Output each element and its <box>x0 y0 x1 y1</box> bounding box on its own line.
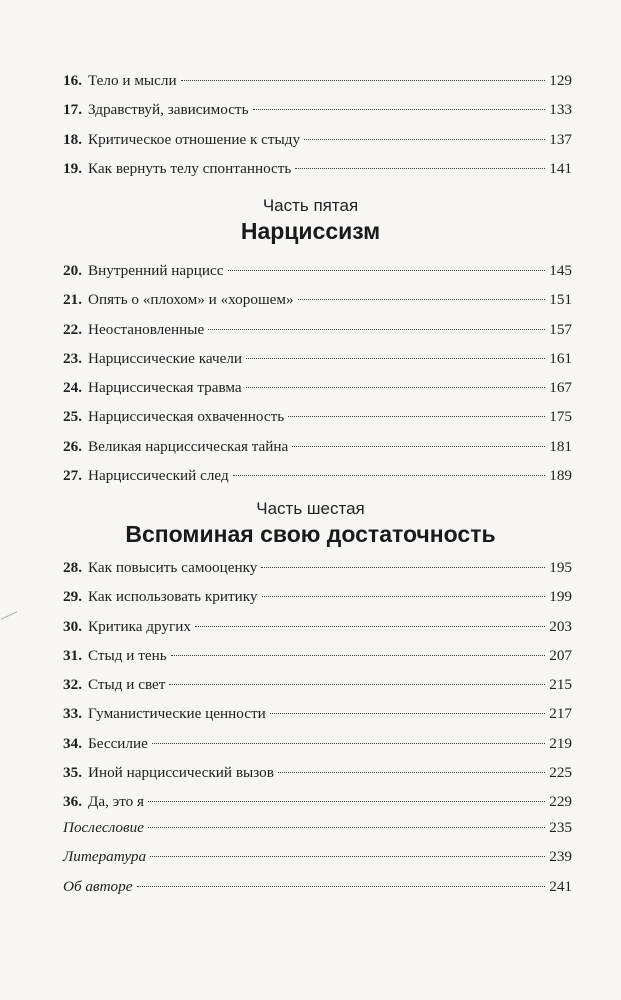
entry-page: 157 <box>549 320 572 338</box>
dot-leader <box>150 856 545 857</box>
toc-entry-literature <box>63 842 572 871</box>
entry-title: Об авторе <box>63 877 133 895</box>
entry-title: Послесловие <box>63 819 144 836</box>
toc-entry <box>63 670 572 699</box>
entry-page: 145 <box>549 262 572 279</box>
entry-number: 32. <box>63 676 82 694</box>
entry-title: Внутренний нарцисс <box>87 262 224 279</box>
entry-page: 219 <box>549 734 572 752</box>
toc-entry <box>63 256 572 285</box>
toc-entry <box>63 95 572 124</box>
entry-page: 175 <box>549 408 572 426</box>
entry-number: 34. <box>63 734 82 752</box>
entry-number: 25. <box>63 408 82 426</box>
dot-leader <box>270 713 545 714</box>
part6-heading <box>0 499 621 548</box>
entry-title: Критика других <box>87 617 191 635</box>
entry-number: 29. <box>63 588 82 606</box>
toc-part6-list <box>63 553 572 817</box>
dot-leader <box>288 416 545 417</box>
entry-number: 23. <box>63 349 82 367</box>
entry-page: 195 <box>549 559 572 576</box>
entry-title: Как повысить самооценку <box>87 559 258 576</box>
toc-entry <box>63 315 572 344</box>
entry-number: 22. <box>63 320 82 338</box>
entry-title: Иной нарциссический вызов <box>87 764 274 782</box>
entry-title: Великая нарциссическая тайна <box>87 437 289 455</box>
toc-entry-afterword <box>63 813 572 842</box>
dot-leader <box>148 801 545 802</box>
entry-title: Гуманистические ценности <box>87 705 266 723</box>
toc-entry <box>63 402 572 431</box>
toc-entry <box>63 125 572 154</box>
entry-number: 27. <box>63 467 82 485</box>
entry-page: 235 <box>549 819 572 836</box>
entry-title: Неостановленные <box>87 320 205 338</box>
entry-page: 217 <box>549 705 572 723</box>
entry-title: Да, это я <box>87 793 145 811</box>
entry-number: 36. <box>63 793 82 811</box>
toc-part5-list <box>63 256 572 490</box>
dot-leader <box>148 827 545 828</box>
entry-number: 18. <box>63 130 82 148</box>
entry-page: 225 <box>549 764 572 782</box>
toc-part4-list <box>63 66 572 183</box>
dot-leader <box>208 329 545 330</box>
dot-leader <box>171 655 546 656</box>
dot-leader <box>169 684 545 685</box>
entry-title: Тело и мысли <box>87 72 177 89</box>
dot-leader <box>304 139 545 140</box>
entry-page: 229 <box>549 793 572 811</box>
entry-page: 203 <box>549 617 572 635</box>
toc-entry <box>63 729 572 758</box>
entry-title: Нарциссическая охваченность <box>87 408 285 426</box>
entry-number: 26. <box>63 437 82 455</box>
toc-entry <box>63 66 572 95</box>
entry-page: 129 <box>549 72 572 89</box>
entry-title: Критическое отношение к стыду <box>87 130 301 148</box>
part-title: Нарциссизм <box>240 218 381 244</box>
entry-title: Нарциссические качели <box>87 349 243 367</box>
dot-leader <box>262 596 546 597</box>
entry-title: Опять о «плохом» и «хорошем» <box>87 291 294 309</box>
entry-number: 19. <box>63 159 82 177</box>
entry-title: Стыд и свет <box>87 676 166 694</box>
entry-page: 207 <box>549 646 572 664</box>
entry-title: Нарциссическая травма <box>87 379 242 397</box>
toc-entry <box>63 582 572 611</box>
entry-page: 215 <box>549 676 572 694</box>
part5-heading <box>0 196 621 245</box>
dot-leader <box>152 743 545 744</box>
toc-back-matter <box>63 813 572 901</box>
entry-number: 17. <box>63 101 82 119</box>
entry-page: 137 <box>549 130 572 148</box>
entry-page: 241 <box>549 877 572 895</box>
part-label: Часть шестая <box>256 499 365 518</box>
entry-page: 161 <box>549 349 572 367</box>
margin-pencil-mark <box>1 611 18 620</box>
dot-leader <box>246 358 545 359</box>
part-title: Вспоминая свою достаточность <box>125 521 496 547</box>
entry-title: Как вернуть телу спонтанность <box>87 159 292 177</box>
entry-number: 24. <box>63 379 82 397</box>
toc-entry <box>63 344 572 373</box>
entry-number: 33. <box>63 705 82 723</box>
dot-leader <box>137 886 546 887</box>
entry-page: 133 <box>549 101 572 119</box>
entry-page: 141 <box>549 159 572 177</box>
dot-leader <box>292 446 545 447</box>
toc-entry <box>63 285 572 314</box>
dot-leader <box>228 270 546 271</box>
part-label: Часть пятая <box>262 196 359 215</box>
toc-entry <box>63 461 572 490</box>
entry-page: 199 <box>549 588 572 606</box>
dot-leader <box>295 168 545 169</box>
entry-title: Стыд и тень <box>87 646 167 664</box>
entry-title: Литература <box>63 848 147 866</box>
dot-leader <box>233 475 546 476</box>
toc-entry <box>63 432 572 461</box>
entry-title: Как использовать критику <box>87 588 258 606</box>
dot-leader <box>195 626 545 627</box>
dot-leader <box>253 109 546 110</box>
dot-leader <box>261 567 545 568</box>
entry-number: 30. <box>63 617 82 635</box>
entry-number: 16. <box>63 72 82 89</box>
dot-leader <box>278 772 545 773</box>
entry-number: 21. <box>63 291 82 309</box>
entry-number: 35. <box>63 764 82 782</box>
toc-entry <box>63 373 572 402</box>
dot-leader <box>246 387 546 388</box>
entry-number: 28. <box>63 559 82 576</box>
toc-entry-about-author <box>63 872 572 901</box>
entry-page: 167 <box>549 379 572 397</box>
entry-number: 31. <box>63 646 82 664</box>
entry-title: Нарциссический след <box>87 467 229 485</box>
toc-entry <box>63 641 572 670</box>
entry-page: 181 <box>549 437 572 455</box>
entry-title: Бессилие <box>87 734 148 752</box>
toc-entry <box>63 699 572 728</box>
dot-leader <box>181 80 546 81</box>
entry-page: 151 <box>549 291 572 309</box>
toc-entry <box>63 612 572 641</box>
entry-page: 189 <box>549 467 572 485</box>
entry-number: 20. <box>63 262 82 279</box>
toc-entry <box>63 553 572 582</box>
dot-leader <box>298 299 546 300</box>
entry-page: 239 <box>549 848 572 866</box>
toc-entry <box>63 758 572 787</box>
entry-title: Здравствуй, зависимость <box>87 101 249 119</box>
toc-entry <box>63 154 572 183</box>
